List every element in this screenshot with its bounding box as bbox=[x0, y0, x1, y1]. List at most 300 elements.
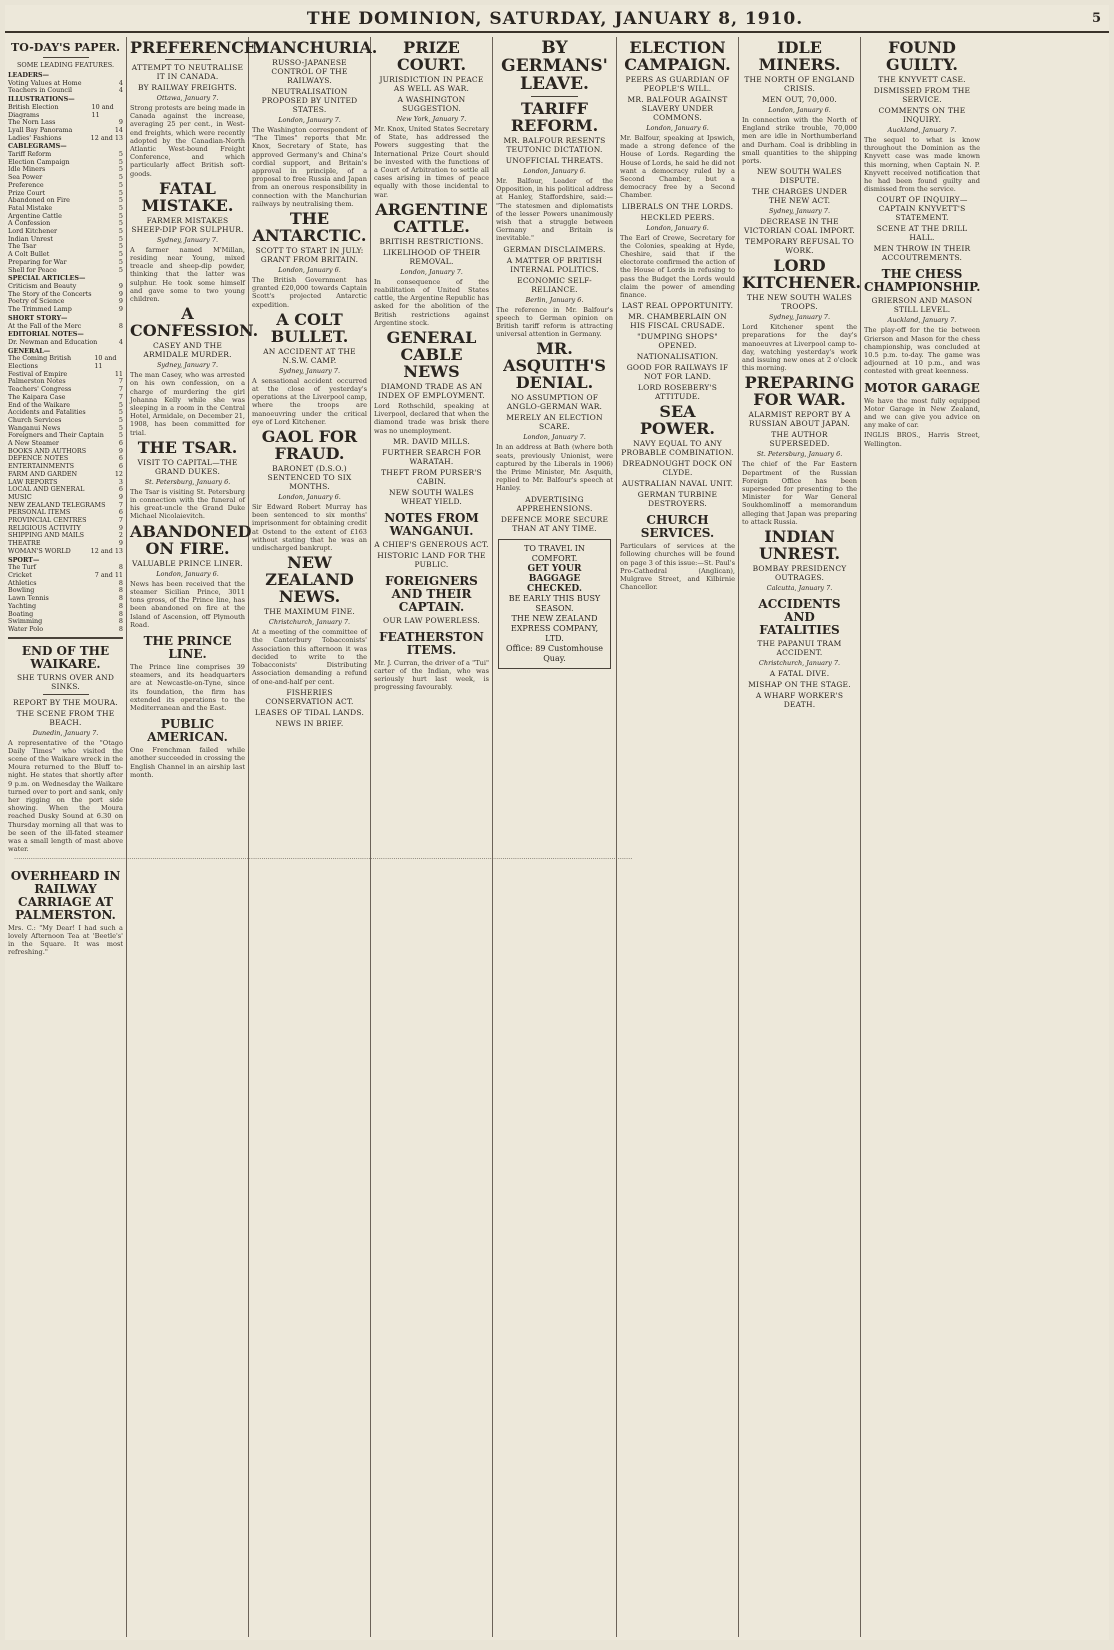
toc-item-label: PERSONAL ITEMS bbox=[8, 508, 71, 517]
dateline: Sydney, January 7. bbox=[156, 235, 219, 244]
article-body: Strong protests are being made in Canada against the increase, averaging 25 per cent., in West-end freights, which were recently adopted by the Canadian-North Atlantic West-bound Freight Conference, and which particularly affect British soft-goods. bbox=[130, 104, 245, 178]
toc-item-label: RELIGIOUS ACTIVITY bbox=[8, 523, 81, 532]
article-body: In an address at Bath (where both seats, previously Unionist, were captured by the Liberals in 1906) the Prime Minister, Mr. Asquith, replied to Mr. Balfour's speech at Hanley. bbox=[496, 443, 613, 493]
toc-item-page: 7 bbox=[118, 392, 123, 401]
toc-item-label: Criticism and Beauty bbox=[8, 281, 77, 290]
headline-nz-news: NEW ZEALAND NEWS. bbox=[265, 553, 354, 607]
headline-general-cable: GENERAL CABLE NEWS bbox=[386, 328, 477, 382]
article-body: The British Government has granted £20,000 towards Captain Scott's projected Antarctic expedition. bbox=[252, 276, 367, 309]
toc-item-page: 5 bbox=[118, 157, 123, 166]
toc-item-label: THEATRE bbox=[8, 539, 41, 548]
toc-item-label: Teachers in Council bbox=[8, 86, 73, 95]
toc-item-page: 7 bbox=[118, 377, 123, 386]
toc-item-label: GENERAL— bbox=[8, 346, 51, 355]
headline-foreigners: FOREIGNERS AND THEIR CAPTAIN. bbox=[385, 573, 478, 614]
headline-featherston: FEATHERSTON ITEMS. bbox=[379, 629, 484, 657]
advertisement-express-company bbox=[498, 539, 611, 669]
subhead: THE MAXIMUM FINE. bbox=[264, 607, 355, 617]
subhead: DISMISSED FROM THE SERVICE. bbox=[873, 86, 971, 104]
headline-wanganui: NOTES FROM WANGANUI. bbox=[384, 510, 479, 538]
subhead: THE NORTH OF ENGLAND CRISIS. bbox=[744, 75, 855, 93]
subhead: DREADNOUGHT DOCK ON CLYDE. bbox=[622, 459, 733, 478]
subhead: NATIONALISATION. bbox=[636, 352, 719, 362]
toc-item-page: 8 bbox=[118, 624, 123, 633]
subhead: DEFENCE MORE SECURE THAN AT ANY TIME. bbox=[500, 514, 609, 533]
toc-item-page: 12 bbox=[114, 469, 123, 478]
column-3 bbox=[249, 37, 378, 1637]
toc-item-label: The Coming British Elections bbox=[8, 354, 72, 371]
article-body: The Prince line comprises 39 steamers, and its headquarters are at Newcastle-on-Tyne, since its foundation, the firm has extended its operations to the Mediterranean and the East. bbox=[130, 662, 245, 712]
toc-item-page: 5 bbox=[118, 250, 123, 259]
subhead: A FATAL DIVE. bbox=[769, 669, 830, 679]
headline-tsar: THE TSAR. bbox=[137, 437, 238, 457]
toc-item-label: Bowling bbox=[8, 586, 35, 595]
toc-item-page: 12 and 13 bbox=[90, 546, 123, 555]
subhead: TEMPORARY REFUSAL TO WORK. bbox=[745, 237, 854, 256]
column-5 bbox=[493, 37, 617, 1637]
dateline: Christchurch, January 7. bbox=[758, 659, 841, 668]
dateline: Sydney, January 7. bbox=[768, 207, 831, 216]
toc-item-page: 9 bbox=[118, 118, 123, 127]
subhead: SHE TURNS OVER AND SINKS. bbox=[16, 672, 115, 691]
toc-item bbox=[8, 355, 123, 370]
page-number: 5 bbox=[1091, 11, 1101, 26]
toc-item-page: 8 bbox=[118, 594, 123, 603]
toc-item-label: Sea Power bbox=[8, 173, 43, 182]
subhead: A WHARF WORKER'S DEATH. bbox=[755, 691, 844, 710]
toc-item-page: 9 bbox=[118, 297, 123, 306]
toc-subtitle: SOME LEADING FEATURES. bbox=[16, 61, 115, 69]
dateline: London, January 6. bbox=[646, 223, 709, 232]
subhead: MERELY AN ELECTION SCARE. bbox=[506, 413, 603, 432]
toc-item-label: LAW REPORTS bbox=[8, 477, 58, 486]
subhead: GERMAN DISCLAIMERS. bbox=[503, 244, 606, 254]
toc-item-label: Boating bbox=[8, 609, 34, 618]
subhead: COURT OF INQUIRY—CAPTAIN KNYVETT'S STATEMENT. bbox=[876, 195, 968, 223]
headline-indian-unrest: INDIAN UNREST. bbox=[758, 527, 841, 564]
toc-item bbox=[8, 339, 123, 347]
toc-item-label: PROVINCIAL CENTRES bbox=[8, 516, 87, 525]
toc-item-page: 5 bbox=[118, 400, 123, 409]
toc-item-label: Prize Court bbox=[8, 188, 46, 197]
column-6 bbox=[617, 37, 739, 1637]
dateline: St. Petersburg, January 6. bbox=[756, 450, 843, 459]
toc-item-label: Dr. Newman and Education bbox=[8, 337, 98, 346]
subhead: NO ASSUMPTION OF ANGLO-GERMAN WAR. bbox=[506, 393, 603, 412]
subhead: THE KNYVETT CASE. bbox=[878, 75, 966, 84]
subhead: THE NEW SOUTH WALES TROOPS. bbox=[746, 293, 853, 312]
masthead bbox=[5, 5, 1109, 33]
dateline: Christchurch, January 7. bbox=[268, 618, 351, 627]
article-body: The man Casey, who was arrested on his own confession, on a charge of murdering the girl Johanna Kelly while she was sleeping in a room in the Central Hotel, Armidale, on December 21, 1908, has been committed for trial. bbox=[130, 371, 245, 437]
toc-item-page: 10 and 11 bbox=[91, 102, 114, 119]
headline-fatal-mistake: FATAL MISTAKE. bbox=[141, 178, 234, 215]
dateline: Ottawa, January 7. bbox=[156, 94, 219, 102]
subhead: HECKLED PEERS. bbox=[640, 212, 715, 222]
toc-item-label: LEADERS— bbox=[8, 71, 50, 79]
toc-item-page: 9 bbox=[118, 305, 123, 314]
article-body: The Earl of Crewe, Secretary for the Colonies, speaking at Hyde, Cheshire, said that if the electorate confirmed the action of the House of Lords in refusing to pass the Budget the Lords would claim the power of amending finance. bbox=[620, 233, 735, 300]
toc-item-page: 9 bbox=[118, 446, 123, 455]
subhead: MEN OUT, 70,000. bbox=[761, 95, 838, 104]
subhead: RUSSO-JAPANESE CONTROL OF THE RAILWAYS. bbox=[271, 58, 348, 85]
subhead: FARMER MISTAKES SHEEP-DIP FOR SULPHUR. bbox=[131, 215, 244, 234]
toc-item-page: 5 bbox=[118, 234, 123, 243]
divider bbox=[165, 59, 211, 60]
subhead: NEW SOUTH WALES WHEAT YIELD. bbox=[388, 487, 474, 506]
column-8 bbox=[861, 37, 983, 1637]
headline-accidents: ACCIDENTS AND FATALITIES bbox=[758, 597, 841, 638]
toc-item-label: Cricket bbox=[8, 571, 32, 579]
toc-item-page: 5 bbox=[118, 242, 123, 251]
article-body: The Washington correspondent of "The Times" reports that Mr. Knox, Secretary of State, has approved Germany's and China's cordial support, and Britain's approval in principle, of a proposal to free Russia and Japan from an onerous responsibility in connection with the Manchurian railways by neutralising them. bbox=[252, 126, 367, 208]
dateline: Berlin, January 6. bbox=[525, 295, 584, 304]
divider bbox=[531, 96, 578, 97]
subhead: VALUABLE PRINCE LINER. bbox=[132, 558, 243, 568]
subhead: LORD ROSEBERY'S ATTITUDE. bbox=[637, 383, 718, 402]
column-4 bbox=[371, 37, 493, 1637]
article-body: Lord Kitchener spent the preparations for the day's manoeuvres at Liverpool camp to-day, watching yesterday's work and issuing new ones at 2 o'clock this morning. bbox=[742, 323, 857, 373]
toc-item-page: 5 bbox=[118, 150, 123, 159]
subhead: NEUTRALISATION PROPOSED BY UNITED STATES. bbox=[261, 87, 358, 114]
subhead: MR. BALFOUR RESENTS TEUTONIC DICTATION. bbox=[503, 136, 606, 154]
headline-argentine: ARGENTINE CATTLE. bbox=[375, 199, 488, 236]
toc-item-label: MUSIC bbox=[8, 492, 32, 501]
subhead: LAST REAL OPPORTUNITY. bbox=[621, 301, 734, 311]
toc-item-label: Palmerston Notes bbox=[8, 377, 66, 386]
toc-item-page: 9 bbox=[118, 523, 123, 532]
dateline: London, January 6. bbox=[278, 493, 341, 502]
toc-item-label: The Story of the Concerts bbox=[8, 289, 92, 298]
article-body: A farmer named M'Millan, residing near Young, mixed treacle and sheep-dip powder, thinking that the latter was sulphur. He took some himself and gave some to two young children. bbox=[130, 245, 245, 304]
article-body: Mrs. C.: "My Dear! I had such a lovely Afternoon Tea at 'Beetle's' in the Square. It was most refreshing." bbox=[8, 923, 123, 957]
toc-item-page: 5 bbox=[118, 203, 123, 212]
subhead: GRIERSON AND MASON STILL LEVEL. bbox=[871, 296, 973, 315]
column-7 bbox=[739, 37, 861, 1637]
subhead: THE CHARGES UNDER THE NEW ACT. bbox=[751, 187, 848, 206]
subhead: THE SCENE FROM THE BEACH. bbox=[16, 708, 115, 727]
toc-item-label: Athletics bbox=[8, 578, 37, 587]
toc-item-page: 9 bbox=[118, 539, 123, 548]
toc-item-label: Preference bbox=[8, 180, 44, 189]
subhead: NAVY EQUAL TO ANY PROBABLE COMBINATION. bbox=[621, 439, 734, 458]
headline-election-campaign: ELECTION CAMPAIGN. bbox=[624, 38, 731, 74]
article-body: We have the most fully equipped Motor Garage in New Zealand, and we can give you advice on any make of car. bbox=[864, 396, 980, 430]
toc-item-page: 8 bbox=[118, 617, 123, 626]
toc-item-page: 4 bbox=[118, 86, 123, 95]
toc-item-label: Swimming bbox=[8, 617, 43, 626]
toc-item-page: 11 bbox=[114, 369, 123, 378]
toc-item-label: A Colt Bullet bbox=[8, 250, 50, 259]
toc-item-label: Festival of Empire bbox=[8, 369, 68, 378]
toc-item-page: 7 bbox=[118, 385, 123, 394]
subhead: VISIT TO CAPITAL—THE GRAND DUKES. bbox=[137, 457, 238, 476]
article-body: Sir Edward Robert Murray has been sentenced to six months' imprisonment for obtaining credit at Ostend to the extent of £163 without stating that he was an undischarged bankrupt. bbox=[252, 503, 367, 553]
toc-item-label: The Kaipara Case bbox=[8, 392, 66, 401]
subhead: ATTEMPT TO NEUTRALISE IT IN CANADA. bbox=[131, 63, 244, 81]
headline-sea-power: SEA POWER. bbox=[640, 402, 715, 439]
subhead: FISHERIES CONSERVATION ACT. bbox=[265, 687, 354, 706]
toc-item-label: Idle Miners bbox=[8, 165, 46, 174]
toc-item-page: 7 and 11 bbox=[94, 571, 123, 579]
toc-item-page: 9 bbox=[118, 281, 123, 290]
toc-item-label: EDITORIAL NOTES— bbox=[8, 330, 84, 339]
dateline: New York, January 7. bbox=[396, 115, 467, 123]
toc-item-label: Poetry of Science bbox=[8, 297, 65, 306]
toc-item-label: Foreigners and Their Captain bbox=[8, 431, 104, 440]
toc-item-page: 5 bbox=[118, 219, 123, 228]
subhead: JURISDICTION IN PEACE AS WELL AS WAR. bbox=[379, 75, 484, 93]
subhead: GOOD FOR RAILWAYS IF NOT FOR LAND. bbox=[626, 363, 729, 382]
divider bbox=[8, 637, 123, 639]
toc-item-label: A New Steamer bbox=[8, 439, 59, 448]
toc-item-label: ENTERTAINMENTS bbox=[8, 462, 74, 471]
headline-preparing-war: PREPARING FOR WAR. bbox=[744, 373, 855, 410]
toc-item-page: 5 bbox=[118, 408, 123, 417]
toc-item bbox=[8, 323, 123, 331]
headline-church-services: CHURCH SERVICES. bbox=[640, 513, 715, 541]
subhead: MR. DAVID MILLS. bbox=[393, 436, 470, 446]
toc-item-page: 5 bbox=[118, 211, 123, 220]
subhead: REPORT BY THE MOURA. bbox=[13, 697, 118, 707]
toc-list bbox=[8, 72, 123, 634]
toc-item bbox=[8, 135, 123, 143]
dateline: Sydney, January 7. bbox=[768, 313, 831, 322]
headline-overheard: OVERHEARD IN RAILWAY CARRIAGE AT PALMERSTON. bbox=[10, 868, 121, 922]
toc-item-label: Abandoned on Fire bbox=[8, 196, 70, 205]
toc-item-label: British Election Diagrams bbox=[8, 102, 59, 119]
article-body: In consequence of the reabilitation of United States cattle, the Argentine Republic has asked for the abolition of the British restrictions against Argentine stock. bbox=[374, 277, 489, 327]
toc-item-label: FARM AND GARDEN bbox=[8, 469, 78, 478]
columns bbox=[5, 37, 1109, 1637]
toc-item-page: 10 and 11 bbox=[94, 354, 117, 371]
article-body: Lord Rothschild, speaking at Liverpool, declared that when the diamond trade was brisk there was no unemployment. bbox=[374, 402, 489, 435]
subhead: COMMENTS ON THE INQUIRY. bbox=[878, 106, 966, 124]
article-body: Mr. J. Curran, the driver of a "Tui" carter of the Indian, who was seriously hurt last week, is progressing favourably. bbox=[374, 658, 489, 692]
dateline: Dunedin, January 7. bbox=[32, 728, 99, 737]
toc-item-label: The Tsar bbox=[8, 242, 37, 251]
subhead: BARONET (D.S.O.) SENTENCED TO SIX MONTHS. bbox=[267, 464, 352, 492]
toc-item-label: SHIPPING AND MAILS bbox=[8, 531, 84, 540]
dateline: Sydney, January 7. bbox=[278, 366, 341, 375]
headline-idle-miners: IDLE MINERS. bbox=[758, 38, 841, 74]
article-body: Mr. Balfour, speaking at Ipswich, made a strong defence of the House of Lords. Regarding the House of Lords, he said he did not want a democracy ruled by a Second Chamber, but a democracy free by a Second Chamber. bbox=[620, 134, 735, 200]
subhead: THE PAPANUI TRAM ACCIDENT. bbox=[757, 639, 842, 658]
toc-item-label: Argentine Cattle bbox=[8, 211, 62, 220]
toc-item-page: 5 bbox=[118, 265, 123, 274]
toc-item-page: 5 bbox=[118, 165, 123, 174]
subhead: BY RAILWAY FREIGHTS. bbox=[138, 83, 237, 92]
toc-item-label: Ladies' Fashions bbox=[8, 133, 62, 142]
toc-item bbox=[8, 87, 123, 95]
ad-line: GET YOUR BAGGAGE CHECKED. bbox=[527, 563, 582, 594]
toc-item-page: 5 bbox=[118, 257, 123, 266]
toc-item-page: 5 bbox=[118, 431, 123, 440]
ad-line: TO TRAVEL IN COMFORT. bbox=[524, 543, 585, 563]
toc-item-page: 5 bbox=[118, 227, 123, 236]
subhead: BRITISH RESTRICTIONS. bbox=[379, 236, 484, 246]
headline-prince-line: THE PRINCE LINE. bbox=[143, 633, 232, 661]
headline-found-guilty: FOUND GUILTY. bbox=[886, 38, 958, 74]
subhead: ADVERTISING APPREHENSIONS. bbox=[516, 494, 593, 513]
dateline: London, January 6. bbox=[646, 124, 709, 132]
subhead: ALARMIST REPORT BY A RUSSIAN ABOUT JAPAN. bbox=[748, 410, 851, 429]
subhead: LIKELIHOOD OF THEIR REMOVAL. bbox=[382, 247, 481, 266]
subhead: A MATTER OF BRITISH INTERNAL POLITICS. bbox=[506, 255, 603, 274]
article-body: A representative of the "Otago Daily Times" who visited the scene of the Waikare wreck in the Moura returned to the Bluff to-night. He states that shortly after 9 p.m. on Wednesday the Waikare turned over to port and sank, only her rigging on the port side showing. When the Moura reached Dusky Sound at 6.30 on Thursday morning all that was to be seen of the ill-fated steamer was a small length of mast above water. bbox=[8, 738, 123, 854]
ad-line: Office: 89 Customhouse Quay. bbox=[506, 643, 603, 663]
toc-item-label: NEW ZEALAND TELEGRAMS bbox=[8, 500, 106, 509]
subhead: GERMAN TURBINE DESTROYERS. bbox=[637, 490, 718, 509]
article-body: Mr. Knox, United States Secretary of State, has addressed the Powers suggesting that the International Prize Court should be invested with the functions of a Court of Arbitration to settle all cases arising in times of peace equally with those incidental to war. bbox=[374, 125, 489, 199]
toc-item-label: Lyall Bay Panorama bbox=[8, 125, 73, 134]
article-body: The play-off for the tie between Grierson and Mason for the chess championship, was concluded at 10.5 p.m. to-day. The game was adjourned at 10 p.m., and was contested with great keenness. bbox=[864, 326, 980, 376]
dateline: London, January 7. bbox=[278, 116, 341, 124]
toc-item-page: 12 and 13 bbox=[90, 133, 123, 142]
toc-item-page: 4 bbox=[118, 78, 123, 87]
toc-item bbox=[8, 548, 123, 556]
toc-item-label: LOCAL AND GENERAL bbox=[8, 485, 85, 494]
subhead: ECONOMIC SELF-RELIANCE. bbox=[517, 275, 592, 294]
dateline: St. Petersburg, January 6. bbox=[144, 477, 231, 486]
toc-item-label: CABLEGRAMS— bbox=[8, 142, 67, 151]
toc-item-label: Wanganui News bbox=[8, 423, 61, 432]
toc-item bbox=[8, 306, 123, 314]
toc-item-label: At the Fall of the Merc bbox=[8, 321, 82, 330]
toc-item-page: 8 bbox=[118, 563, 123, 572]
toc-item-label: SPORT— bbox=[8, 555, 40, 564]
headline-tariff-reform: TARIFF REFORM. bbox=[510, 99, 599, 135]
article-body: The reference in Mr. Balfour's speech to German opinion on British tariff reform is attracting universal attention in Germany. bbox=[496, 305, 613, 339]
subhead: SCENE AT THE DRILL HALL. bbox=[876, 224, 968, 243]
toc-item-page: 4 bbox=[118, 337, 123, 346]
article-body: One Frenchman failed while another succeeded in crossing the English Channel in an airship last month. bbox=[130, 746, 245, 779]
dateline: Auckland, January 7. bbox=[887, 126, 957, 134]
toc-item-page: 8 bbox=[118, 609, 123, 618]
toc-item-page: 6 bbox=[118, 454, 123, 463]
dateline: London, January 6. bbox=[768, 106, 831, 114]
toc-item-page: 7 bbox=[118, 500, 123, 509]
article-body: At a meeting of the committee of the Canterbury Tobacconists' Association this afternoon it was decided to write to the Tobacconists' Distributing Association demanding a refund of one-and-half per cent. bbox=[252, 628, 367, 686]
toc-item-label: Voting Values at Home bbox=[8, 78, 82, 87]
subhead: NEWS IN BRIEF. bbox=[275, 718, 344, 728]
toc-item-page: 5 bbox=[118, 173, 123, 182]
toc-item-page: 2 bbox=[118, 531, 123, 540]
toc-item bbox=[8, 626, 123, 634]
toc-item-label: SHORT STORY— bbox=[8, 313, 68, 322]
subhead: CASEY AND THE ARMIDALE MURDER. bbox=[143, 341, 232, 360]
article-body: The Tsar is visiting St. Petersburg in connection with the funeral of his great-uncle the Grand Duke Michael Nicolaievitch. bbox=[130, 487, 245, 521]
toc-item-label: The Norn Lass bbox=[8, 118, 56, 127]
subhead: OUR LAW POWERLESS. bbox=[382, 615, 481, 625]
dateline: Calcutta, January 7. bbox=[766, 584, 833, 593]
subhead: MEN THROW IN THEIR ACCOUTREMENTS. bbox=[873, 244, 971, 263]
subhead: UNOFFICIAL THREATS. bbox=[505, 156, 604, 165]
dateline: Sydney, January 7. bbox=[156, 361, 219, 370]
headline-asquith-denial: MR. ASQUITH'S DENIAL. bbox=[503, 339, 606, 393]
subhead: AUSTRALIAN NAVAL UNIT. bbox=[621, 479, 734, 489]
subhead: FURTHER SEARCH FOR WARATAH. bbox=[381, 447, 482, 466]
article-body: Mr. Balfour, Leader of the Opposition, in his political address at Hanley, Staffordshire, said:— "The statesmen and diplomatists of the lesser Powers unanimously wish that a struggle between Germany and Britain is inevitable." bbox=[496, 177, 613, 243]
toc-item-page: 5 bbox=[118, 415, 123, 424]
toc-item-page: 5 bbox=[118, 196, 123, 205]
toc-item-label: Yachting bbox=[8, 601, 37, 610]
toc-item bbox=[8, 104, 123, 119]
toc-item-label: Accidents and Fatalities bbox=[8, 408, 86, 417]
headline-germans-leave: BY GERMANS' LEAVE. bbox=[501, 38, 608, 94]
headline-antarctic: THE ANTARCTIC. bbox=[252, 209, 367, 246]
dateline: London, January 6. bbox=[523, 167, 586, 175]
subhead: MISHAP ON THE STAGE. bbox=[748, 680, 851, 690]
toc-item-label: BOOKS AND AUTHORS bbox=[8, 446, 87, 455]
subhead: THE AUTHOR SUPERSEDED. bbox=[769, 430, 830, 449]
dateline: London, January 7. bbox=[400, 267, 463, 276]
toc-item-label: Shell for Peace bbox=[8, 265, 57, 274]
toc-item-label: End of the Waikare bbox=[8, 400, 71, 409]
headline-chess: THE CHESS CHAMPIONSHIP. bbox=[864, 267, 981, 295]
dateline: London, January 6. bbox=[156, 569, 219, 578]
article-body: The sequel to what is know throughout the Dominion as the Knyvett case was made known this morning, when Captain N. P. Knyvett received notification that he had been found guilty and dismissed from the service. bbox=[864, 136, 980, 194]
subhead: MR. BALFOUR AGAINST SLAVERY UNDER COMMONS. bbox=[627, 95, 728, 122]
ad-line: THE NEW ZEALAND EXPRESS COMPANY, LTD. bbox=[510, 613, 599, 643]
headline-public-american: PUBLIC AMERICAN. bbox=[147, 717, 228, 745]
toc-item bbox=[8, 267, 123, 275]
toc-item-page: 8 bbox=[118, 578, 123, 587]
divider bbox=[43, 694, 89, 695]
toc-item-page: 6 bbox=[118, 508, 123, 517]
subhead: THEFT FROM PURSER'S CABIN. bbox=[381, 467, 482, 486]
subhead: MR. CHAMBERLAIN ON HIS FISCAL CRUSADE. bbox=[628, 312, 727, 331]
newspaper-page bbox=[5, 5, 1109, 1640]
toc-item-label: Election Campaign bbox=[8, 157, 70, 166]
toc-item-label: The Trimmed Lamp bbox=[8, 305, 72, 314]
toc-item-label: Fatal Mistake bbox=[8, 203, 53, 212]
toc-item-page: 14 bbox=[114, 125, 123, 134]
toc-item-label: DEFENCE NOTES bbox=[8, 454, 69, 463]
subhead: DIAMOND TRADE AS AN INDEX OF EMPLOYMENT. bbox=[378, 382, 485, 401]
subhead: A WASHINGTON SUGGESTION. bbox=[397, 95, 466, 113]
dateline: London, January 7. bbox=[523, 433, 586, 442]
headline-waikare: END OF THE WAIKARE. bbox=[21, 643, 110, 671]
toc-item-page: 6 bbox=[118, 462, 123, 471]
toc-item-page: 3 bbox=[118, 477, 123, 486]
toc-item-label: The Turf bbox=[8, 563, 36, 572]
article-body: A sensational accident occurred at the close of yesterday's operations at the Liverpool camp, where the troops are manoeuvring under the critical eye of Lord Kitchener. bbox=[252, 376, 367, 426]
toc-item-page: 5 bbox=[118, 180, 123, 189]
toc-item-label: Lord Kitchener bbox=[8, 227, 58, 236]
toc-item-page: 7 bbox=[118, 516, 123, 525]
article-body: News has been received that the steamer Sicilian Prince, 3011 tons gross, of the Prince line, has been abandoned on fire at the Island of Ascension, off Plymouth Road. bbox=[130, 579, 245, 629]
subhead: DECREASE IN THE VICTORIAN COAL IMPORT. bbox=[744, 217, 855, 236]
subhead: LEASES OF TIDAL LANDS. bbox=[254, 707, 365, 717]
headline-motor-garage: MOTOR GARAGE bbox=[864, 380, 980, 395]
toc-item-label: A Confession bbox=[8, 219, 51, 228]
ad-line: BE EARLY THIS BUSY SEASON. bbox=[508, 593, 601, 613]
headline-colt-bullet: A COLT BULLET. bbox=[270, 309, 349, 346]
toc-item-page: 9 bbox=[118, 289, 123, 298]
toc-item-label: Church Services bbox=[8, 415, 62, 424]
toc-item-label: WOMAN'S WORLD bbox=[8, 546, 71, 555]
subhead: "DUMPING SHOPS" OPENED. bbox=[637, 332, 718, 351]
subhead: PEERS AS GUARDIAN OF PEOPLE'S WILL. bbox=[625, 75, 730, 93]
toc-item-label: ILLUSTRATIONS— bbox=[8, 95, 75, 104]
advertisement-inglis: INGLIS BROS., Harris Street, Wellington. bbox=[864, 431, 980, 448]
subhead: SCOTT TO START IN JULY: GRANT FROM BRITAIN. bbox=[255, 246, 364, 265]
toc-item-label: SPECIAL ARTICLES— bbox=[8, 274, 86, 283]
headline-prize-court: PRIZE COURT. bbox=[396, 38, 467, 74]
headline-confession: A CONFESSION. bbox=[130, 304, 259, 341]
headline-abandoned: ABANDONED ON FIRE. bbox=[130, 521, 252, 558]
